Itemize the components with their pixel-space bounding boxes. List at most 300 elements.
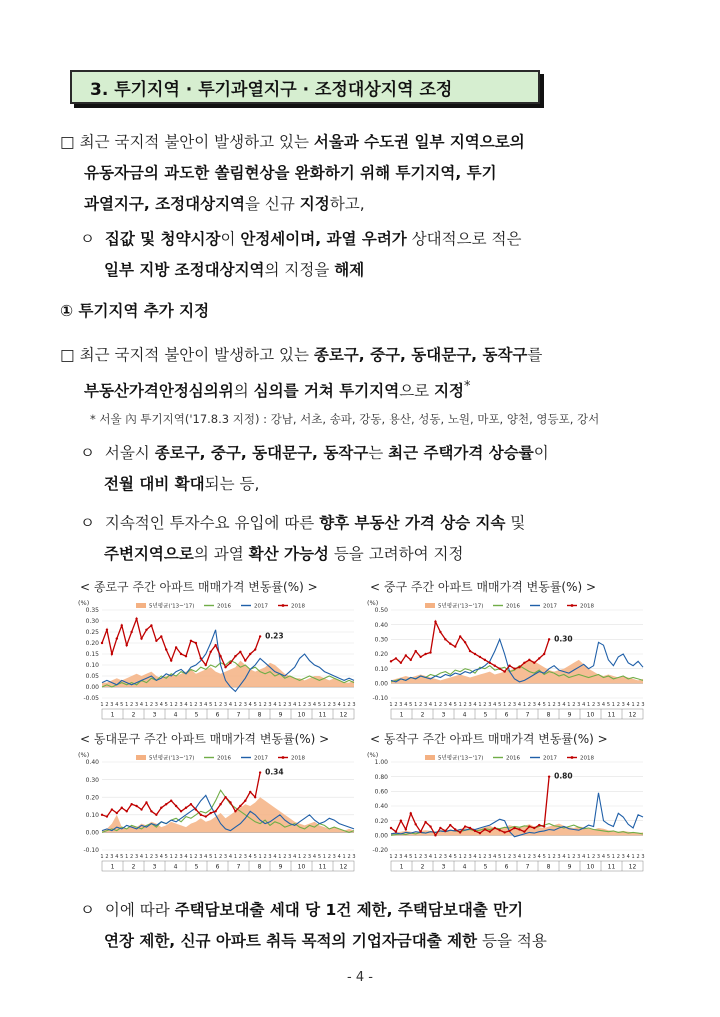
x-week-label: 3 bbox=[199, 854, 203, 860]
x-week-label: 4 bbox=[204, 702, 208, 708]
month-label: 9 bbox=[567, 863, 572, 871]
p5-text-b: 향후 부동산 가격 상승 지속 bbox=[319, 514, 506, 532]
month-label: 7 bbox=[236, 711, 241, 719]
x-week-label: 3 bbox=[307, 854, 312, 860]
value-annotation: 0.30 bbox=[554, 634, 573, 644]
x-week-label: 3 bbox=[641, 702, 645, 708]
data-point-2018 bbox=[424, 653, 426, 655]
x-week-label: 1 bbox=[342, 854, 346, 860]
data-point-2018 bbox=[150, 624, 152, 626]
month-label: 5 bbox=[483, 711, 488, 719]
x-week-label: 3 bbox=[596, 702, 601, 708]
chart-dongdaemun bbox=[76, 748, 358, 882]
data-point-2018 bbox=[185, 655, 187, 657]
x-week-label: 1 bbox=[233, 854, 238, 860]
x-week-label: 3 bbox=[621, 854, 625, 860]
p5-text-a: 지속적인 투자수요 유입에 따른 bbox=[104, 514, 320, 532]
x-week-label: 3 bbox=[488, 702, 492, 708]
p4-text-b: 종로구, 중구, 동대문구, 동작구 bbox=[154, 444, 369, 462]
x-week-label: 2 bbox=[347, 854, 351, 860]
y-tick-label: 0.25 bbox=[85, 629, 99, 637]
month-label: 11 bbox=[607, 863, 616, 871]
month-label: 12 bbox=[339, 863, 348, 871]
data-point-2018 bbox=[484, 828, 486, 830]
data-point-2018 bbox=[513, 827, 515, 829]
y-tick-label: 0.20 bbox=[85, 794, 99, 802]
x-week-label: 2 bbox=[394, 854, 398, 860]
footnote: * 서울 內 투기지역('17.8.3 지정) : 강남, 서초, 송파, 강동, 용산, 성동, 노원, 마포, 양천, 영등포, 강서 bbox=[90, 412, 600, 426]
month-label: 5 bbox=[194, 711, 199, 719]
x-week-label: 3 bbox=[512, 702, 517, 708]
p2-text-d: 상대적으로 적은 bbox=[406, 230, 522, 248]
legend-label: 2017 bbox=[254, 755, 268, 762]
chart-junggu bbox=[365, 596, 647, 730]
month-label: 2 bbox=[420, 711, 425, 719]
p6-text-b: 주택담보대출 세대 당 1건 제한, 주택담보대출 만기 bbox=[174, 901, 524, 919]
paragraph-5 bbox=[80, 508, 660, 570]
data-point-2018 bbox=[449, 643, 451, 645]
data-point-2018 bbox=[224, 666, 226, 668]
chart-title-1: < 종로구 주간 아파트 매매가격 변동률(%) > bbox=[80, 580, 318, 594]
data-point-2018 bbox=[160, 635, 162, 637]
y-unit-label: (%) bbox=[78, 751, 90, 759]
x-week-label: 1 bbox=[258, 702, 262, 708]
y-tick-label: 0.40 bbox=[374, 803, 388, 811]
x-week-label: 1 bbox=[503, 854, 507, 860]
month-label: 8 bbox=[546, 863, 551, 871]
x-week-label: 2 bbox=[591, 702, 596, 708]
data-point-2018 bbox=[210, 651, 212, 653]
x-week-label: 1 bbox=[503, 702, 507, 708]
data-point-2018 bbox=[185, 807, 187, 809]
p3-text-h: 지정 bbox=[434, 382, 465, 401]
y-unit-label: (%) bbox=[78, 599, 90, 607]
month-label: 7 bbox=[525, 863, 530, 871]
data-point-2018 bbox=[140, 808, 142, 810]
legend-swatch bbox=[136, 603, 146, 608]
section-heading: 3. 투기지역 · 투기과열지구 · 조정대상지역 조정 bbox=[90, 80, 453, 100]
data-point-2018 bbox=[145, 629, 147, 631]
data-point-2018 bbox=[229, 662, 231, 664]
x-week-label: 2 bbox=[552, 854, 556, 860]
data-point-2018 bbox=[145, 801, 147, 803]
x-week-label: 2 bbox=[419, 854, 423, 860]
data-point-2018 bbox=[523, 662, 525, 664]
circle-bullet-2: ㅇ bbox=[80, 444, 95, 462]
x-week-label: 2 bbox=[263, 854, 267, 860]
x-week-label: 1 bbox=[278, 854, 282, 860]
data-point-2018 bbox=[405, 654, 407, 656]
x-week-label: 4 bbox=[562, 702, 566, 708]
data-point-2018 bbox=[405, 828, 407, 830]
x-week-label: 1 bbox=[125, 854, 129, 860]
x-week-label: 1 bbox=[567, 854, 571, 860]
data-point-2018 bbox=[434, 621, 436, 623]
data-point-2018 bbox=[200, 657, 202, 659]
legend-marker bbox=[571, 604, 574, 607]
legend-swatch bbox=[425, 755, 435, 760]
p1-text-c: 유동자금의 과도한 쏠림현상을 완화하기 위해 투기지역, 투기 bbox=[84, 164, 497, 182]
y-tick-label: 0.00 bbox=[85, 829, 99, 837]
data-point-2018 bbox=[239, 805, 241, 807]
p3-text-e: 의 bbox=[233, 382, 254, 401]
month-label: 4 bbox=[462, 863, 467, 871]
x-week-label: 1 bbox=[522, 854, 527, 860]
paragraph-3 bbox=[60, 340, 660, 407]
y-tick-label: 0.00 bbox=[85, 684, 99, 692]
x-week-label: 4 bbox=[273, 702, 277, 708]
x-week-label: 2 bbox=[327, 854, 331, 860]
x-week-label: 2 bbox=[438, 702, 443, 708]
section-heading-box bbox=[70, 70, 540, 104]
x-week-label: 4 bbox=[626, 854, 630, 860]
y-tick-label: 0.20 bbox=[374, 817, 388, 825]
x-week-label: 4 bbox=[312, 702, 317, 708]
data-point-2018 bbox=[410, 812, 412, 814]
x-week-label: 4 bbox=[473, 702, 477, 708]
x-week-label: 5 bbox=[606, 854, 611, 860]
legend-label: 2016 bbox=[506, 755, 520, 762]
x-week-label: 2 bbox=[616, 854, 620, 860]
x-week-label: 3 bbox=[577, 854, 581, 860]
month-label: 1 bbox=[110, 863, 115, 871]
x-week-label: 2 bbox=[507, 854, 512, 860]
x-week-label: 5 bbox=[498, 702, 502, 708]
month-label: 9 bbox=[278, 711, 283, 719]
y-tick-label: -0.05 bbox=[83, 695, 99, 703]
data-point-2018 bbox=[111, 808, 113, 810]
data-point-2018 bbox=[205, 815, 207, 817]
x-week-label: 2 bbox=[552, 702, 556, 708]
x-week-label: 5 bbox=[253, 854, 257, 860]
month-label: 7 bbox=[236, 863, 241, 871]
subheading-1 bbox=[60, 296, 660, 327]
paragraph-6 bbox=[80, 895, 660, 957]
chart-title-3: < 동대문구 주간 아파트 매매가격 변동률(%) > bbox=[80, 732, 330, 746]
data-point-2018 bbox=[214, 810, 216, 812]
data-point-2018 bbox=[195, 642, 197, 644]
legend-label: 5년평균('13~'17) bbox=[149, 755, 195, 762]
x-week-label: 2 bbox=[347, 702, 351, 708]
x-week-label: 2 bbox=[149, 854, 154, 860]
data-point-2018 bbox=[395, 830, 397, 832]
data-point-2018 bbox=[140, 637, 142, 639]
month-label: 1 bbox=[399, 863, 404, 871]
p4-text-c: 는 bbox=[368, 444, 389, 462]
x-week-label: 4 bbox=[537, 702, 541, 708]
value-annotation: 0.23 bbox=[265, 631, 284, 641]
x-week-label: 5 bbox=[453, 854, 457, 860]
x-week-label: 4 bbox=[184, 702, 188, 708]
x-week-label: 1 bbox=[144, 854, 149, 860]
circle-bullet-4: ㅇ bbox=[80, 901, 95, 919]
p4-text-g: 되는 등, bbox=[204, 475, 260, 493]
x-week-label: 5 bbox=[164, 854, 168, 860]
p4-text-a: 서울시 bbox=[104, 444, 155, 462]
data-point-2018 bbox=[190, 803, 192, 805]
data-point-2018 bbox=[219, 803, 221, 805]
subheading-text: ① 투기지역 추가 지정 bbox=[60, 302, 210, 320]
x-week-label: 3 bbox=[288, 854, 292, 860]
x-week-label: 1 bbox=[258, 854, 262, 860]
data-point-2018 bbox=[494, 665, 496, 667]
x-week-label: 3 bbox=[110, 854, 114, 860]
data-point-2018 bbox=[234, 810, 236, 812]
x-week-label: 2 bbox=[194, 702, 198, 708]
data-point-2018 bbox=[400, 662, 402, 664]
month-label: 10 bbox=[586, 711, 595, 719]
x-week-label: 2 bbox=[174, 854, 178, 860]
x-week-label: 2 bbox=[238, 702, 242, 708]
data-point-2018 bbox=[259, 635, 261, 637]
y-tick-label: 0.05 bbox=[85, 673, 99, 681]
x-week-label: 3 bbox=[577, 702, 581, 708]
data-point-2018 bbox=[135, 618, 137, 620]
data-point-2018 bbox=[548, 638, 550, 640]
x-week-label: 5 bbox=[542, 854, 546, 860]
x-week-label: 1 bbox=[322, 702, 326, 708]
data-point-2018 bbox=[474, 653, 476, 655]
legend-label: 2018 bbox=[580, 755, 594, 762]
data-point-2018 bbox=[130, 803, 132, 805]
legend-marker bbox=[282, 756, 285, 759]
x-week-label: 1 bbox=[631, 702, 635, 708]
x-week-label: 5 bbox=[120, 854, 124, 860]
x-week-label: 3 bbox=[154, 702, 158, 708]
x-week-label: 2 bbox=[419, 702, 423, 708]
x-week-label: 4 bbox=[184, 854, 188, 860]
month-label: 10 bbox=[586, 863, 595, 871]
x-week-label: 4 bbox=[404, 854, 408, 860]
data-point-2018 bbox=[205, 664, 207, 666]
footnote-mark: * bbox=[464, 379, 471, 394]
data-point-2018 bbox=[533, 662, 535, 664]
data-point-2018 bbox=[234, 655, 236, 657]
data-point-2018 bbox=[259, 771, 261, 773]
x-week-label: 2 bbox=[463, 702, 467, 708]
x-week-label: 2 bbox=[636, 702, 640, 708]
data-point-2018 bbox=[508, 665, 510, 667]
month-label: 6 bbox=[215, 711, 220, 719]
x-week-label: 4 bbox=[273, 854, 277, 860]
month-label: 7 bbox=[525, 711, 530, 719]
month-label: 12 bbox=[628, 711, 637, 719]
x-week-label: 1 bbox=[458, 702, 462, 708]
x-week-label: 1 bbox=[169, 854, 173, 860]
x-week-label: 4 bbox=[517, 854, 522, 860]
x-week-label: 2 bbox=[527, 702, 531, 708]
data-point-2018 bbox=[499, 829, 501, 831]
data-point-2018 bbox=[444, 830, 446, 832]
month-label: 3 bbox=[441, 711, 446, 719]
data-point-2018 bbox=[429, 651, 431, 653]
data-point-2018 bbox=[254, 796, 256, 798]
y-tick-label: 0.10 bbox=[374, 665, 388, 673]
data-point-2018 bbox=[126, 810, 128, 812]
x-week-label: 3 bbox=[179, 854, 183, 860]
p1-text-e: 을 신규 bbox=[245, 195, 300, 213]
p3-text-f: 심의를 거쳐 투기지역 bbox=[253, 382, 400, 401]
x-week-label: 3 bbox=[488, 854, 492, 860]
data-point-2018 bbox=[130, 631, 132, 633]
data-point-2018 bbox=[400, 819, 402, 821]
chart-dongjak bbox=[365, 748, 647, 882]
data-point-2018 bbox=[106, 629, 108, 631]
data-point-2018 bbox=[101, 642, 103, 644]
x-week-label: 1 bbox=[547, 854, 551, 860]
x-week-label: 5 bbox=[120, 702, 124, 708]
y-tick-label: 0.00 bbox=[374, 680, 388, 688]
data-point-2018 bbox=[101, 814, 103, 816]
x-week-label: 2 bbox=[591, 854, 596, 860]
month-label: 11 bbox=[607, 711, 616, 719]
data-point-2018 bbox=[219, 655, 221, 657]
data-point-2018 bbox=[244, 659, 246, 661]
x-week-label: 2 bbox=[130, 854, 134, 860]
x-week-label: 1 bbox=[433, 854, 438, 860]
x-week-label: 5 bbox=[453, 702, 457, 708]
x-week-label: 5 bbox=[317, 854, 322, 860]
x-week-label: 2 bbox=[463, 854, 467, 860]
data-point-2018 bbox=[175, 646, 177, 648]
y-tick-label: 0.40 bbox=[85, 759, 99, 767]
data-point-2018 bbox=[533, 827, 535, 829]
x-week-label: 3 bbox=[179, 702, 183, 708]
y-unit-label: (%) bbox=[367, 751, 379, 759]
data-point-2018 bbox=[503, 670, 505, 672]
x-week-label: 3 bbox=[423, 854, 428, 860]
x-week-label: 4 bbox=[115, 854, 119, 860]
data-point-2018 bbox=[116, 812, 118, 814]
p6-text-d: 등을 적용 bbox=[477, 932, 547, 950]
p4-text-e: 이 bbox=[533, 444, 549, 462]
x-week-label: 3 bbox=[268, 702, 272, 708]
p3-text-a: 최근 국지적 불안이 발생하고 있는 bbox=[79, 346, 314, 364]
x-week-label: 4 bbox=[248, 854, 252, 860]
x-week-label: 4 bbox=[159, 702, 163, 708]
month-label: 4 bbox=[173, 711, 178, 719]
x-week-label: 3 bbox=[199, 702, 203, 708]
y-tick-label: -0.10 bbox=[83, 847, 99, 855]
x-week-label: 2 bbox=[616, 702, 620, 708]
legend-label: 2016 bbox=[217, 755, 231, 762]
x-week-label: 4 bbox=[428, 854, 433, 860]
data-point-2018 bbox=[390, 660, 392, 662]
month-label: 11 bbox=[318, 711, 327, 719]
x-week-label: 4 bbox=[582, 854, 586, 860]
x-week-label: 1 bbox=[100, 702, 104, 708]
x-week-label: 4 bbox=[626, 702, 630, 708]
x-week-label: 2 bbox=[194, 854, 198, 860]
month-label: 3 bbox=[152, 863, 157, 871]
data-point-2018 bbox=[523, 830, 525, 832]
data-point-2018 bbox=[424, 821, 426, 823]
data-point-2018 bbox=[459, 635, 461, 637]
p2-text-e: 일부 지방 조정대상지역 bbox=[104, 261, 265, 279]
paragraph-4 bbox=[80, 438, 660, 500]
x-week-label: 4 bbox=[139, 854, 144, 860]
legend-label: 2018 bbox=[580, 603, 594, 610]
data-point-2018 bbox=[254, 648, 256, 650]
data-point-2018 bbox=[444, 638, 446, 640]
x-week-label: 3 bbox=[468, 854, 472, 860]
data-point-2018 bbox=[214, 644, 216, 646]
month-label: 8 bbox=[257, 711, 262, 719]
month-label: 9 bbox=[567, 711, 572, 719]
month-label: 8 bbox=[546, 711, 551, 719]
data-point-2018 bbox=[229, 801, 231, 803]
y-tick-label: 0.60 bbox=[374, 788, 388, 796]
data-point-2018 bbox=[469, 650, 471, 652]
x-week-label: 3 bbox=[557, 702, 561, 708]
data-point-2018 bbox=[180, 653, 182, 655]
data-point-2018 bbox=[180, 810, 182, 812]
month-label: 3 bbox=[441, 863, 446, 871]
data-point-2018 bbox=[429, 825, 431, 827]
x-week-label: 3 bbox=[399, 702, 403, 708]
data-point-2018 bbox=[111, 653, 113, 655]
x-week-label: 1 bbox=[522, 702, 527, 708]
square-bullet-2: □ bbox=[60, 346, 75, 364]
x-week-label: 4 bbox=[404, 702, 408, 708]
month-label: 4 bbox=[462, 711, 467, 719]
y-tick-label: 0.30 bbox=[374, 636, 388, 644]
x-week-label: 1 bbox=[478, 854, 482, 860]
data-point-2018 bbox=[249, 791, 251, 793]
p2-text-b: 이 bbox=[220, 230, 241, 248]
x-week-label: 2 bbox=[302, 702, 307, 708]
legend-label: 2016 bbox=[217, 603, 231, 610]
circle-bullet-3: ㅇ bbox=[80, 514, 95, 532]
x-week-label: 3 bbox=[532, 702, 536, 708]
x-week-label: 5 bbox=[409, 854, 413, 860]
data-point-2018 bbox=[454, 828, 456, 830]
x-week-label: 4 bbox=[248, 702, 252, 708]
x-week-label: 3 bbox=[399, 854, 403, 860]
data-point-2018 bbox=[410, 659, 412, 661]
data-point-2018 bbox=[121, 624, 123, 626]
x-week-label: 2 bbox=[483, 702, 487, 708]
data-point-2018 bbox=[439, 631, 441, 633]
page-number: - 4 - bbox=[347, 970, 373, 985]
x-week-label: 1 bbox=[100, 854, 104, 860]
x-week-label: 1 bbox=[298, 702, 302, 708]
p5-text-d: 주변지역으로 bbox=[104, 545, 194, 563]
month-label: 2 bbox=[131, 711, 136, 719]
legend-label: 2017 bbox=[543, 755, 557, 762]
x-week-label: 4 bbox=[337, 702, 341, 708]
x-week-label: 1 bbox=[189, 854, 193, 860]
x-week-label: 1 bbox=[389, 702, 393, 708]
data-point-2018 bbox=[543, 653, 545, 655]
data-point-2018 bbox=[395, 657, 397, 659]
data-point-2018 bbox=[513, 667, 515, 669]
data-point-2018 bbox=[508, 830, 510, 832]
p1-text-a: 최근 국지적 불안이 발생하고 있는 bbox=[79, 133, 314, 151]
x-week-label: 3 bbox=[641, 854, 645, 860]
data-point-2018 bbox=[469, 827, 471, 829]
data-point-2018 bbox=[121, 807, 123, 809]
data-point-2018 bbox=[518, 666, 520, 668]
y-tick-label: 0.50 bbox=[374, 607, 388, 615]
y-tick-label: 0.35 bbox=[85, 607, 99, 615]
x-week-label: 2 bbox=[149, 702, 154, 708]
x-week-label: 1 bbox=[214, 702, 218, 708]
x-week-label: 2 bbox=[572, 702, 576, 708]
x-week-label: 4 bbox=[493, 702, 497, 708]
p2-text-c: 안정세이며, 과열 우려가 bbox=[240, 230, 407, 248]
month-label: 2 bbox=[420, 863, 425, 871]
